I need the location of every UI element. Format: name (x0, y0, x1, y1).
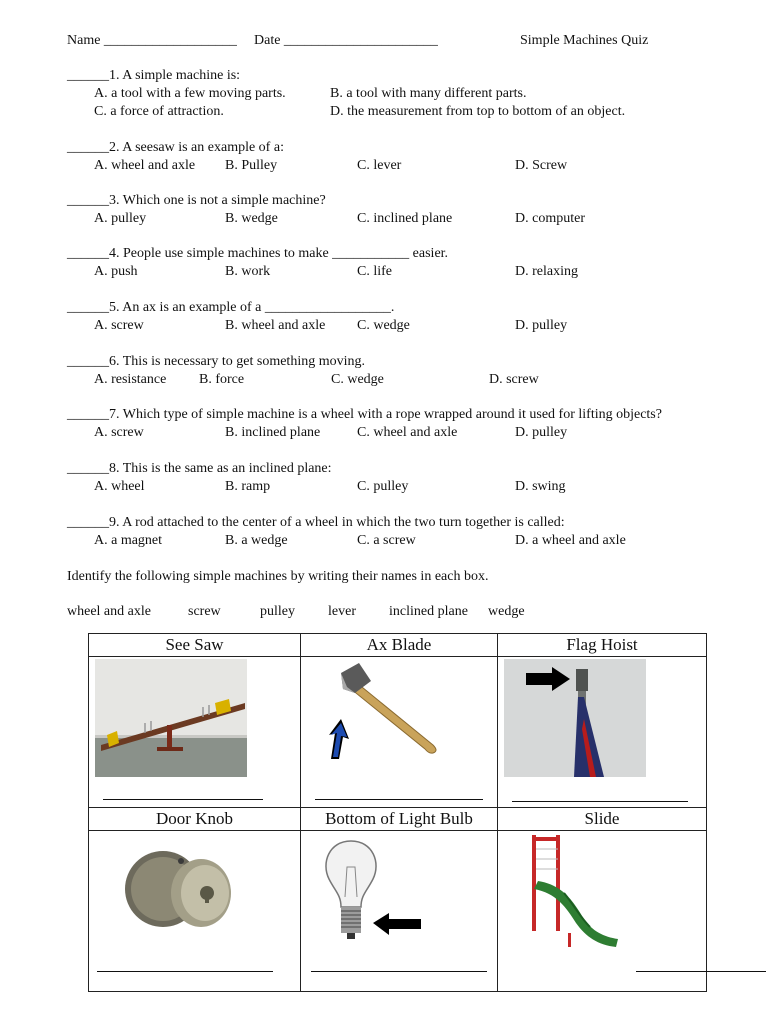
box-label: Bottom of Light Bulb (301, 808, 498, 831)
question-9 (67, 515, 757, 551)
question-3 (67, 193, 757, 229)
seesaw-image (95, 659, 247, 777)
option-b: B. Pulley (225, 158, 278, 173)
question-stem: ______5. An ax is an example of a __________________. (67, 300, 395, 315)
question-stem: ______9. A rod attached to the center of a wheel in which the two turn together is called: (67, 515, 565, 530)
question-stem: ______3. Which one is not a simple machine? (67, 193, 326, 208)
answer-line[interactable] (103, 799, 263, 800)
option-a: A. screw (94, 425, 144, 440)
option-b: B. a wedge (225, 533, 288, 548)
option-b: B. work (225, 264, 271, 279)
answer-line[interactable] (512, 801, 688, 802)
question-stem: ______1. A simple machine is: (67, 68, 241, 83)
option-d: D. pulley (515, 318, 568, 333)
option-b: B. force (199, 372, 245, 387)
question-2 (67, 140, 757, 176)
answer-line[interactable] (636, 971, 766, 972)
word-bank-item: inclined plane (389, 604, 468, 619)
slide-image (524, 833, 624, 951)
answer-box-slide[interactable] (498, 831, 707, 992)
question-6 (67, 354, 757, 390)
light-bulb-image (321, 837, 431, 945)
box-label: Slide (498, 808, 707, 831)
door-knob-image (123, 841, 235, 939)
answer-line[interactable] (97, 971, 273, 972)
quiz-title: Simple Machines Quiz (520, 33, 649, 48)
option-b: B. ramp (225, 479, 271, 494)
answer-box-door-knob[interactable] (89, 831, 301, 992)
option-a: A. screw (94, 318, 144, 333)
option-d: D. a wheel and axle (515, 533, 626, 548)
option-d: D. pulley (515, 425, 568, 440)
answer-box-seesaw[interactable] (89, 657, 301, 808)
date-field[interactable]: Date ______________________ (254, 33, 438, 48)
option-a: A. wheel (94, 479, 145, 494)
name-field[interactable]: Name ___________________ (67, 33, 237, 48)
option-b: B. wedge (225, 211, 278, 226)
option-c: C. life (357, 264, 392, 279)
option-d: D. computer (515, 211, 585, 226)
answer-line[interactable] (311, 971, 487, 972)
option-c: C. a force of attraction. (94, 104, 224, 119)
word-bank-item: wedge (488, 604, 525, 619)
question-stem: ______8. This is the same as an inclined plane: (67, 461, 332, 476)
answer-line[interactable] (315, 799, 483, 800)
question-7 (67, 407, 757, 443)
option-c: C. wheel and axle (357, 425, 458, 440)
ax-image (327, 661, 447, 761)
box-label: Door Knob (89, 808, 301, 831)
answer-box-flag-hoist[interactable] (498, 657, 707, 808)
option-a: A. push (94, 264, 138, 279)
word-bank (67, 604, 757, 620)
option-b: B. inclined plane (225, 425, 321, 440)
question-stem: ______2. A seesaw is an example of a: (67, 140, 284, 155)
word-bank-item: wheel and axle (67, 604, 151, 619)
word-bank-item: screw (188, 604, 221, 619)
option-b: B. wheel and axle (225, 318, 326, 333)
box-label: See Saw (89, 634, 301, 657)
question-stem: ______7. Which type of simple machine is a wheel with a rope wrapped around it used for lifting objects? (67, 407, 662, 422)
box-label: Ax Blade (301, 634, 498, 657)
question-stem: ______4. People use simple machines to make ___________ easier. (67, 246, 449, 261)
option-d: D. relaxing (515, 264, 578, 279)
box-label: Flag Hoist (498, 634, 707, 657)
option-d: D. Screw (515, 158, 568, 173)
option-c: C. a screw (357, 533, 416, 548)
option-a: A. wheel and axle (94, 158, 196, 173)
identification-table (88, 633, 707, 992)
option-c: C. wedge (331, 372, 384, 387)
instructions: Identify the following simple machines by writing their names in each box. (67, 569, 489, 584)
option-a: A. a magnet (94, 533, 163, 548)
option-c: C. wedge (357, 318, 410, 333)
answer-box-light-bulb[interactable] (301, 831, 498, 992)
answer-box-ax[interactable] (301, 657, 498, 808)
option-a: A. pulley (94, 211, 147, 226)
option-d: D. the measurement from top to bottom of an object. (330, 104, 626, 119)
question-stem: ______6. This is necessary to get something moving. (67, 354, 365, 369)
word-bank-item: pulley (260, 604, 295, 619)
option-a: A. resistance (94, 372, 167, 387)
question-8 (67, 461, 757, 497)
word-bank-item: lever (328, 604, 356, 619)
flag-hoist-image (504, 659, 646, 777)
question-4 (67, 246, 757, 282)
option-d: D. swing (515, 479, 566, 494)
option-d: D. screw (489, 372, 539, 387)
question-5 (67, 300, 757, 336)
option-a: A. a tool with a few moving parts. (94, 86, 286, 101)
option-b: B. a tool with many different parts. (330, 86, 527, 101)
question-1 (67, 68, 757, 119)
option-c: C. lever (357, 158, 402, 173)
option-c: C. pulley (357, 479, 409, 494)
option-c: C. inclined plane (357, 211, 453, 226)
